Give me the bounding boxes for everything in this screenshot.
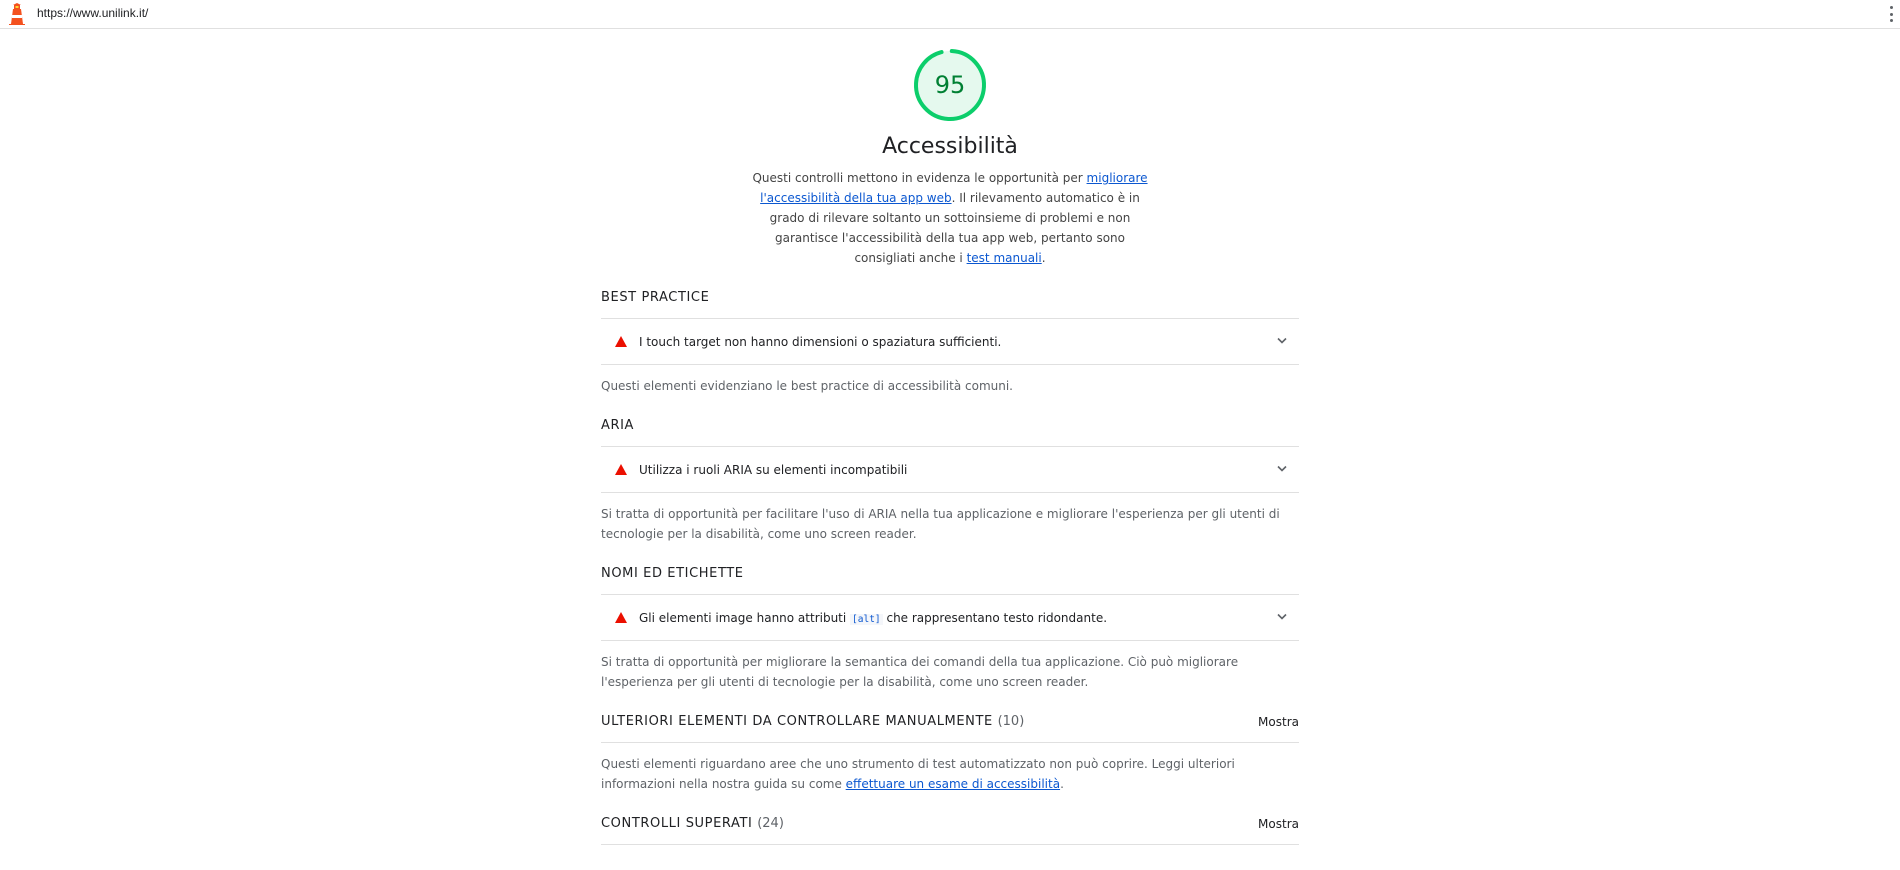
accessibility-review-link[interactable]: effettuare un esame di accessibilità <box>845 777 1061 791</box>
group-best-practice <box>601 268 1299 396</box>
show-passed-button[interactable]: Mostra <box>1258 817 1299 831</box>
fail-triangle-icon <box>615 464 627 475</box>
group-manual-checks <box>601 692 1299 794</box>
group-names-labels <box>601 544 1299 692</box>
group-aria <box>601 396 1299 544</box>
category-desc-text-3: . <box>1041 251 1046 265</box>
score-value: 95 <box>934 71 966 99</box>
audit-aria-roles[interactable] <box>601 447 1299 493</box>
group-title: BEST PRACTICE <box>601 290 710 305</box>
page-url: https://www.unilink.it/ <box>37 6 149 20</box>
group-header <box>601 268 1299 319</box>
group-description: Questi elementi evidenziano le best practice di accessibilità comuni. <box>601 379 1013 393</box>
category-title: Accessibilità <box>882 134 1018 159</box>
group-description <box>601 754 1299 794</box>
group-header <box>601 794 1299 845</box>
group-desc-text-2: . <box>1060 777 1064 791</box>
group-header <box>601 396 1299 447</box>
audit-title <box>639 611 1107 625</box>
manual-tests-link[interactable]: test manuali <box>966 251 1042 265</box>
audit-title: I touch target non hanno dimensioni o spaziatura sufficienti. <box>639 334 1002 349</box>
audit-title: Utilizza i ruoli ARIA su elementi incompatibili <box>639 462 908 477</box>
chevron-down-icon[interactable] <box>1277 465 1287 473</box>
group-header <box>601 692 1299 743</box>
audit-title-text-2: che rappresentano testo ridondante. <box>882 610 1108 625</box>
improve-accessibility-link[interactable]: migliorare l'accessibilità della tua app web <box>760 171 1148 205</box>
group-title <box>601 816 784 831</box>
report-main <box>601 29 1299 845</box>
group-title: NOMI ED ETICHETTE <box>601 566 744 581</box>
category-desc-text-1: Questi controlli mettono in evidenza le opportunità per <box>752 171 1087 185</box>
group-title-text: ULTERIORI ELEMENTI DA CONTROLLARE MANUALMENTE <box>601 714 993 729</box>
group-desc-text-1: Questi elementi riguardano aree che uno strumento di test automatizzato non può coprire. Leggi ulteriori informazioni nella nostra guida su come <box>601 757 1235 791</box>
group-title-text: CONTROLLI SUPERATI <box>601 816 753 831</box>
group-description: Si tratta di opportunità per migliorare la semantica dei comandi della tua applicazione. Ciò può migliorare l'esperienza per gli utenti di tecnologie per la disabilità, come uno screen reader. <box>601 655 1239 689</box>
group-header <box>601 544 1299 595</box>
group-title: ARIA <box>601 418 635 433</box>
audit-title-text-1: Gli elementi image hanno attributi <box>639 610 851 625</box>
kebab-menu-icon[interactable] <box>1886 4 1896 24</box>
group-count: (10) <box>997 714 1025 729</box>
audit-image-redundant-alt[interactable] <box>601 595 1299 641</box>
group-passed-audits <box>601 794 1299 845</box>
score-gauge <box>912 47 988 123</box>
chevron-down-icon[interactable] <box>1277 613 1287 621</box>
lighthouse-icon <box>8 3 26 25</box>
group-description: Si tratta di opportunità per facilitare l'uso di ARIA nella tua applicazione e migliorare l'esperienza per gli utenti di tecnologie per la disabilità, come uno screen reader. <box>601 507 1280 541</box>
alt-attribute-code: [alt] <box>852 613 881 625</box>
group-count: (24) <box>757 816 784 831</box>
category-desc-text-2: . Il rilevamento automatico è in grado di rilevare soltanto un sottoinsieme di problemi e non garantisce l'accessibilità della tua app web, pertanto sono consigliati anche i <box>769 191 1140 265</box>
audit-touch-targets[interactable] <box>601 319 1299 365</box>
group-title <box>601 714 1024 729</box>
fail-triangle-icon <box>615 336 627 347</box>
category-description <box>745 168 1155 268</box>
show-manual-button[interactable]: Mostra <box>1258 715 1299 729</box>
chevron-down-icon[interactable] <box>1277 337 1287 345</box>
top-bar <box>0 0 1900 29</box>
fail-triangle-icon <box>615 612 627 623</box>
